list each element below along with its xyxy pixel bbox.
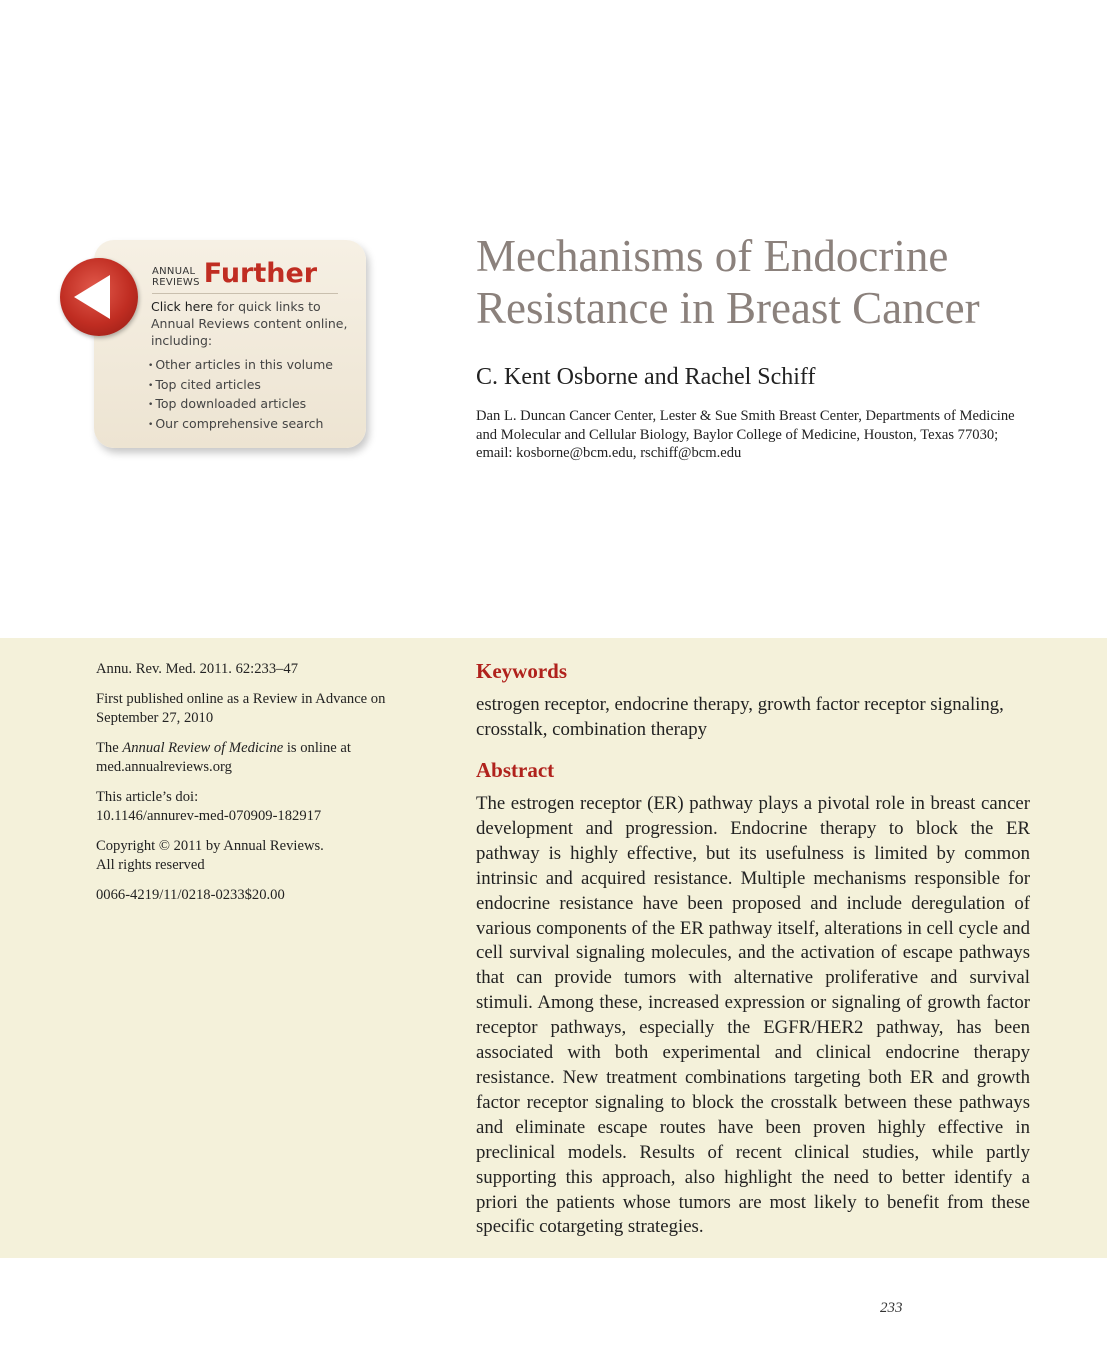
link-comprehensive-search[interactable]: • Our comprehensive search (148, 415, 333, 435)
further-intro: Click here for quick links to Annual Reviews content online, including: (151, 299, 348, 348)
brand-small-text: ANNUAL REVIEWS (152, 266, 200, 288)
published-info: First published online as a Review in Advance on September 27, 2010 (96, 691, 386, 726)
doi-info: This article’s doi: 10.1146/annurev-med-070909-182917 (96, 789, 322, 824)
online-info: The Annual Review of Medicine is online at med.annualreviews.org (96, 740, 351, 775)
link-top-downloaded[interactable]: • Top downloaded articles (148, 395, 333, 415)
abstract-heading: Abstract (476, 758, 555, 782)
doi-value[interactable]: 10.1146/annurev-med-070909-182917 (96, 808, 322, 824)
keywords-text: estrogen receptor, endocrine therapy, growth factor receptor signaling, crosstalk, combination therapy (476, 694, 1004, 740)
click-here-link[interactable]: Click here (151, 299, 213, 314)
link-top-cited[interactable]: • Top cited articles (148, 376, 333, 396)
brand-further: Further (203, 258, 318, 289)
page-number: 233 (880, 1300, 903, 1316)
further-divider (152, 293, 338, 294)
article-affiliation: Dan L. Duncan Cancer Center, Lester & Sue Smith Breast Center, Departments of Medicine and Molecular and Cellular Biology, Baylor College of Medicine, Houston, Texas 77030; email: kosborne@bcm.edu, rschiff@bcm.edu (476, 408, 1015, 461)
link-other-articles[interactable]: • Other articles in this volume (148, 356, 333, 376)
left-arrow-icon[interactable] (60, 258, 138, 336)
article-authors: C. Kent Osborne and Rachel Schiff (476, 364, 816, 390)
abstract-text: The estrogen receptor (ER) pathway plays a pivotal role in breast cancer development and progression. Endocrine therapy to block the ER pathway is highly effective, but its usefulness is limited by common intrinsic and acquired resistance. Multiple mechanisms responsible for endocrine resistance have been proposed and include deregulation of various components of the ER pathway itself, alterations in cell cycle and cell survival signaling molecules, and the activation of escape pathways that can provide tumors with alternative proliferative and survival stimuli. Among these, increased expression or signaling of growth factor receptor pathways, especially the EGFR/HER2 pathway, has been associated with both experimental and clinical endocrine therapy resistance. New treatment combinations targeting both ER and growth factor receptor signaling to block the crosstalk between these pathways and eliminate escape routes have been proven highly effective in preclinical models. Results of recent clinical studies, while partly supporting this approach, also highlight the need to better identify a priori the patients whose tumors are most likely to benefit from these specific cotargeting strategies. (476, 793, 1030, 1238)
article-meta (96, 660, 426, 916)
annual-reviews-further-logo (152, 260, 317, 288)
copyright-info: Copyright © 2011 by Annual Reviews. All rights reserved (96, 838, 324, 873)
further-box[interactable] (60, 240, 382, 462)
journal-url[interactable]: med.annualreviews.org (96, 759, 232, 775)
keywords-heading: Keywords (476, 659, 567, 683)
citation: Annu. Rev. Med. 2011. 62:233–47 (96, 661, 299, 677)
issn-info: 0066-4219/11/0218-0233$20.00 (96, 887, 285, 903)
further-links (148, 356, 333, 434)
article-title: Mechanisms of Endocrine Resistance in Breast Cancer (476, 231, 980, 333)
